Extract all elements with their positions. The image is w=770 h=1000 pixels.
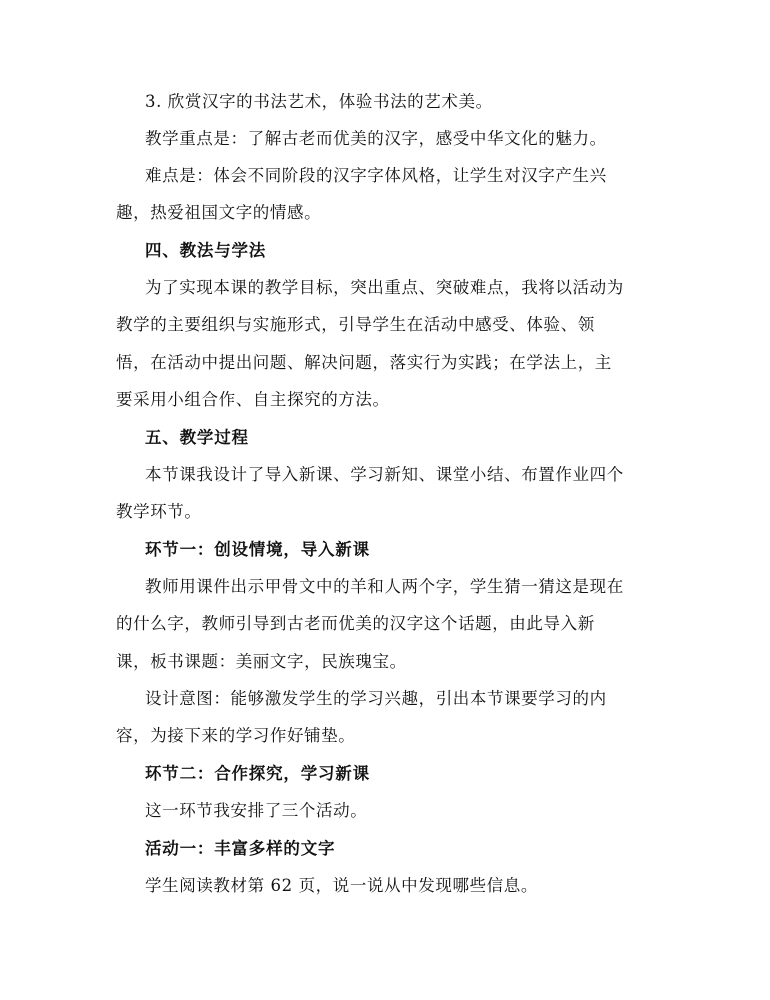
step-one-paragraph-line-1: 教师用课件出示甲骨文中的羊和人两个字，学生猜一猜这是现在 (145, 577, 624, 596)
methods-paragraph-line-2: 教学的主要组织与实施形式，引导学生在活动中感受、体验、领 (116, 315, 595, 334)
step-one-paragraph-line-2: 的什么字，教师引导到古老而优美的汉字这个话题，由此导入新 (116, 614, 595, 633)
activity-one-heading: 活动一：丰富多样的文字 (145, 839, 336, 858)
design-intent-line-2: 容，为接下来的学习作好铺垫。 (116, 726, 356, 745)
activity-one-instruction: 学生阅读教材第 62 页，说一说从中发现哪些信息。 (145, 876, 538, 895)
step-one-heading: 环节一：创设情境，导入新课 (145, 540, 370, 559)
methods-paragraph-line-1: 为了实现本课的教学目标，突出重点、突破难点，我将以活动为 (145, 278, 624, 297)
step-two-heading: 环节二：合作探究，学习新课 (145, 764, 370, 783)
section-heading-methods: 四、教法与学法 (145, 241, 267, 260)
process-paragraph-line-1: 本节课我设计了导入新课、学习新知、课堂小结、布置作业四个 (145, 465, 624, 484)
objective-item-3: 3. 欣赏汉字的书法艺术，体验书法的艺术美。 (145, 92, 493, 111)
methods-paragraph-line-4: 要采用小组合作、自主探究的方法。 (116, 390, 390, 409)
step-one-paragraph-line-3: 课，板书课题：美丽文字，民族瑰宝。 (116, 652, 407, 671)
process-paragraph-line-2: 教学环节。 (116, 502, 202, 521)
section-heading-process: 五、教学过程 (145, 428, 249, 447)
step-two-intro: 这一环节我安排了三个活动。 (145, 801, 368, 820)
teaching-difficulty-line-2: 趣，热爱祖国文字的情感。 (116, 203, 322, 222)
design-intent-line-1: 设计意图：能够激发学生的学习兴趣，引出本节课要学习的内 (145, 689, 607, 708)
teaching-focus: 教学重点是：了解古老而优美的汉字，感受中华文化的魅力。 (145, 129, 607, 148)
teaching-difficulty-line-1: 难点是：体会不同阶段的汉字字体风格，让学生对汉字产生兴 (145, 166, 607, 185)
methods-paragraph-line-3: 悟，在活动中提出问题、解决问题，落实行为实践；在学法上，主 (116, 353, 612, 372)
